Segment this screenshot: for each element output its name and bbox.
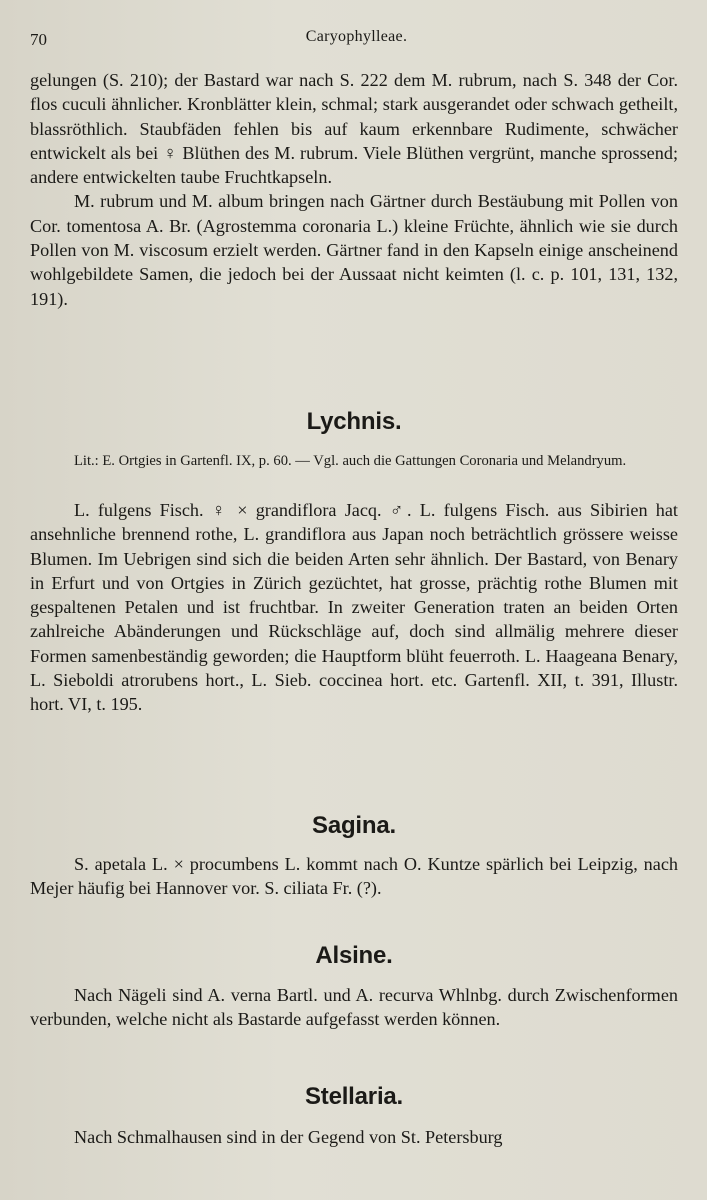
heading-alsine: Alsine. [315, 942, 393, 969]
paragraph-sagina: S. apetala L. × procumbens L. kommt nach O. Kuntze spärlich bei Leipzig, nach Mejer häufig bei Hannover vor. S. ciliata Fr. (?). [30, 854, 678, 899]
running-head [30, 30, 683, 52]
text-block-sagina [30, 852, 678, 901]
paragraph-2: M. rubrum und M. album bringen nach Gärtner durch Bestäubung mit Pollen von Cor. tomentosa A. Br. (Agrostemma coronaria L.) kleine Früchte, ähnlich wie sie durch Pollen von M. viscosum erzielt werden. Gärtner fand in den Kapseln einige anscheinend wohlgebildete Samen, die jedoch bei der Aussaat nicht keimten (l. c. p. 101, 131, 132, 191). [30, 191, 678, 309]
running-title: Caryophylleae. [305, 28, 408, 45]
page-number: 70 [30, 30, 47, 49]
heading-lychnis: Lychnis. [306, 408, 402, 435]
text-block-lychnis [30, 498, 678, 717]
paragraph-alsine: Nach Nägeli sind A. verna Bartl. und A. recurva Whlnbg. durch Zwischenformen verbunden, welche nicht als Bastarde aufgefasst werden können. [30, 985, 678, 1030]
text-block-stellaria [30, 1125, 678, 1149]
heading-stellaria: Stellaria. [304, 1083, 404, 1110]
text-block-1 [30, 68, 678, 311]
text-block-alsine [30, 983, 678, 1032]
paragraph-lychnis: L. fulgens Fisch. ♀ × grandiflora Jacq. ♂. L. fulgens Fisch. aus Sibirien hat ansehnliche brennend rothe, L. grandiflora aus Japan noch beträchtlich grössere weisse Blumen. Im Uebrigen sind sich die beiden Arten sehr ähnlich. Der Bastard, von Benary in Erfurt und von Ortgies in Zürich gezüchtet, hat grosse, prächtig rothe Blumen mit gespaltenen Petalen und ist fruchtbar. In zweiter Generation traten an beiden Orten zahlreiche Abänderungen und Rückschläge auf, doch sind allmälig mehrere dieser Formen samenbeständig geworden; die Hauptform blüht feuerroth. L. Haageana Benary, L. Sieboldi atrorubens hort., L. Sieb. coccinea hort. etc. Gartenfl. XII, t. 391, Illustr. hort. VI, t. 195. [30, 500, 678, 715]
paragraph-1: gelungen (S. 210); der Bastard war nach S. 222 dem M. rubrum, nach S. 348 der Cor. flos cuculi ähnlicher. Kronblätter klein, schmal; stark ausgerandet oder schwach getheilt, blassröthlich. Staubfäden fehlen bis auf kaum erkennbare Rudimente, schwächer entwickelt als bei ♀ Blüthen des M. rubrum. Viele Blüthen vergrünt, manche sprossend; andere entwickelten taube Fruchtkapseln. [30, 70, 678, 188]
paragraph-stellaria: Nach Schmalhausen sind in der Gegend von St. Petersburg [74, 1127, 503, 1147]
heading-sagina: Sagina. [312, 812, 396, 839]
literature-note: Lit.: E. Ortgies in Gartenfl. IX, p. 60. — Vgl. auch die Gattungen Coronaria und Melandryum. [74, 453, 627, 469]
